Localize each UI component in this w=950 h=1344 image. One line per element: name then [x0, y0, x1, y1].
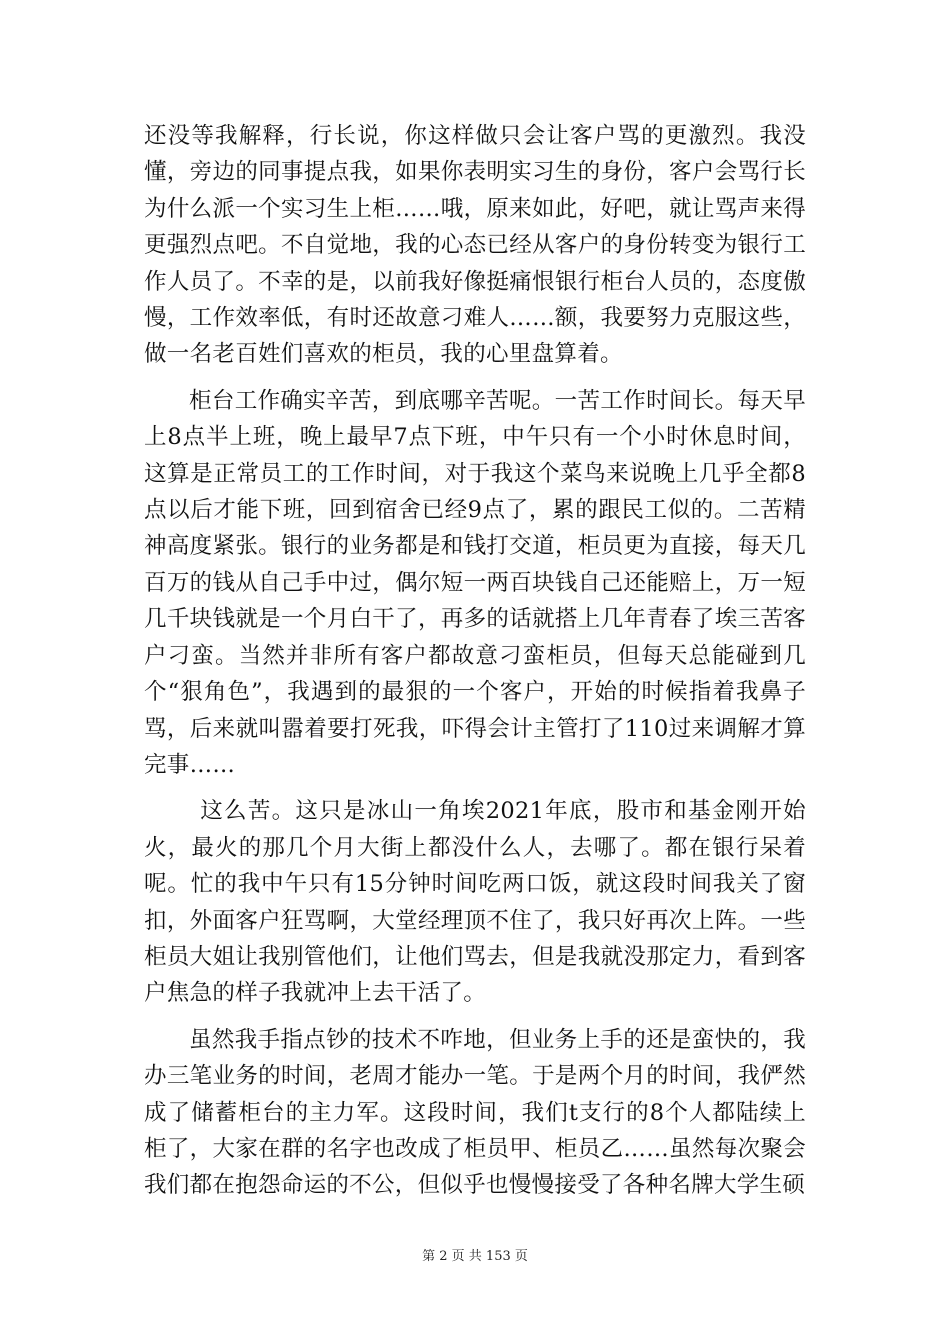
paragraph-3: 这么苦。这只是冰山一角埃2021年底，股市和基金刚开始火，最火的那几个月大街上都没什么人，去哪了。都在银行呆着呢。忙的我中午只有15分钟时间吃两口饭，就这段时间我关了窗扣，外面客户狂骂啊，大堂经理顶不住了，我只好再次上阵。一些柜员大姐让我别管他们，让他们骂去，但是我就没那定力，看到客户焦急的样子我就冲上去干活了。	[144, 798, 806, 1007]
document-body	[144, 118, 806, 1204]
paragraph-2: 柜台工作确实辛苦，到底哪辛苦呢。一苦工作时间长。每天早上8点半上班，晚上最早7点下班，中午只有一个小时休息时间，这算是正常员工的工作时间，对于我这个菜鸟来说晚上几乎全都8点以后才能下班，回到宿舍已经9点了，累的跟民工似的。二苦精神高度紧张。银行的业务都是和钱打交道，柜员更为直接，每天几百万的钱从自己手中过，偶尔短一两百块钱自己还能赔上，万一短几千块钱就是一个月白干了，再多的话就搭上几年青春了埃三苦客户刁蛮。当然并非所有客户都故意刁蛮柜员，但每天总能碰到几个“狠角色”，我遇到的最狠的一个客户，开始的时候指着我鼻子骂，后来就叫嚣着要打死我，吓得会计主管打了110过来调解才算完事……	[144, 387, 806, 778]
page-number-label: 第 2 页 共 153 页	[422, 1249, 528, 1264]
paragraph-1: 还没等我解释，行长说，你这样做只会让客户骂的更激烈。我没懂，旁边的同事提点我，如果你表明实习生的身份，客户会骂行长为什么派一个实习生上柜……哦，原来如此，好吧，就让骂声来得更强烈点吧。不自觉地，我的心态已经从客户的身份转变为银行工作人员了。不幸的是，以前我好像挺痛恨银行柜台人员的，态度傲慢，工作效率低，有时还故意刁难人……额，我要努力克服这些，做一名老百姓们喜欢的柜员，我的心里盘算着。	[144, 123, 806, 368]
page-footer	[0, 1248, 950, 1266]
paragraph-4: 虽然我手指点钞的技术不咋地，但业务上手的还是蛮快的，我办三笔业务的时间，老周才能办一笔。于是两个月的时间，我俨然成了储蓄柜台的主力军。这段时间，我们t支行的8个人都陆续上柜了，大家在群的名字也改成了柜员甲、柜员乙……虽然每次聚会我们都在抱怨命运的不公，但似乎也慢慢接受了各种名牌大学生硕	[144, 1026, 806, 1199]
